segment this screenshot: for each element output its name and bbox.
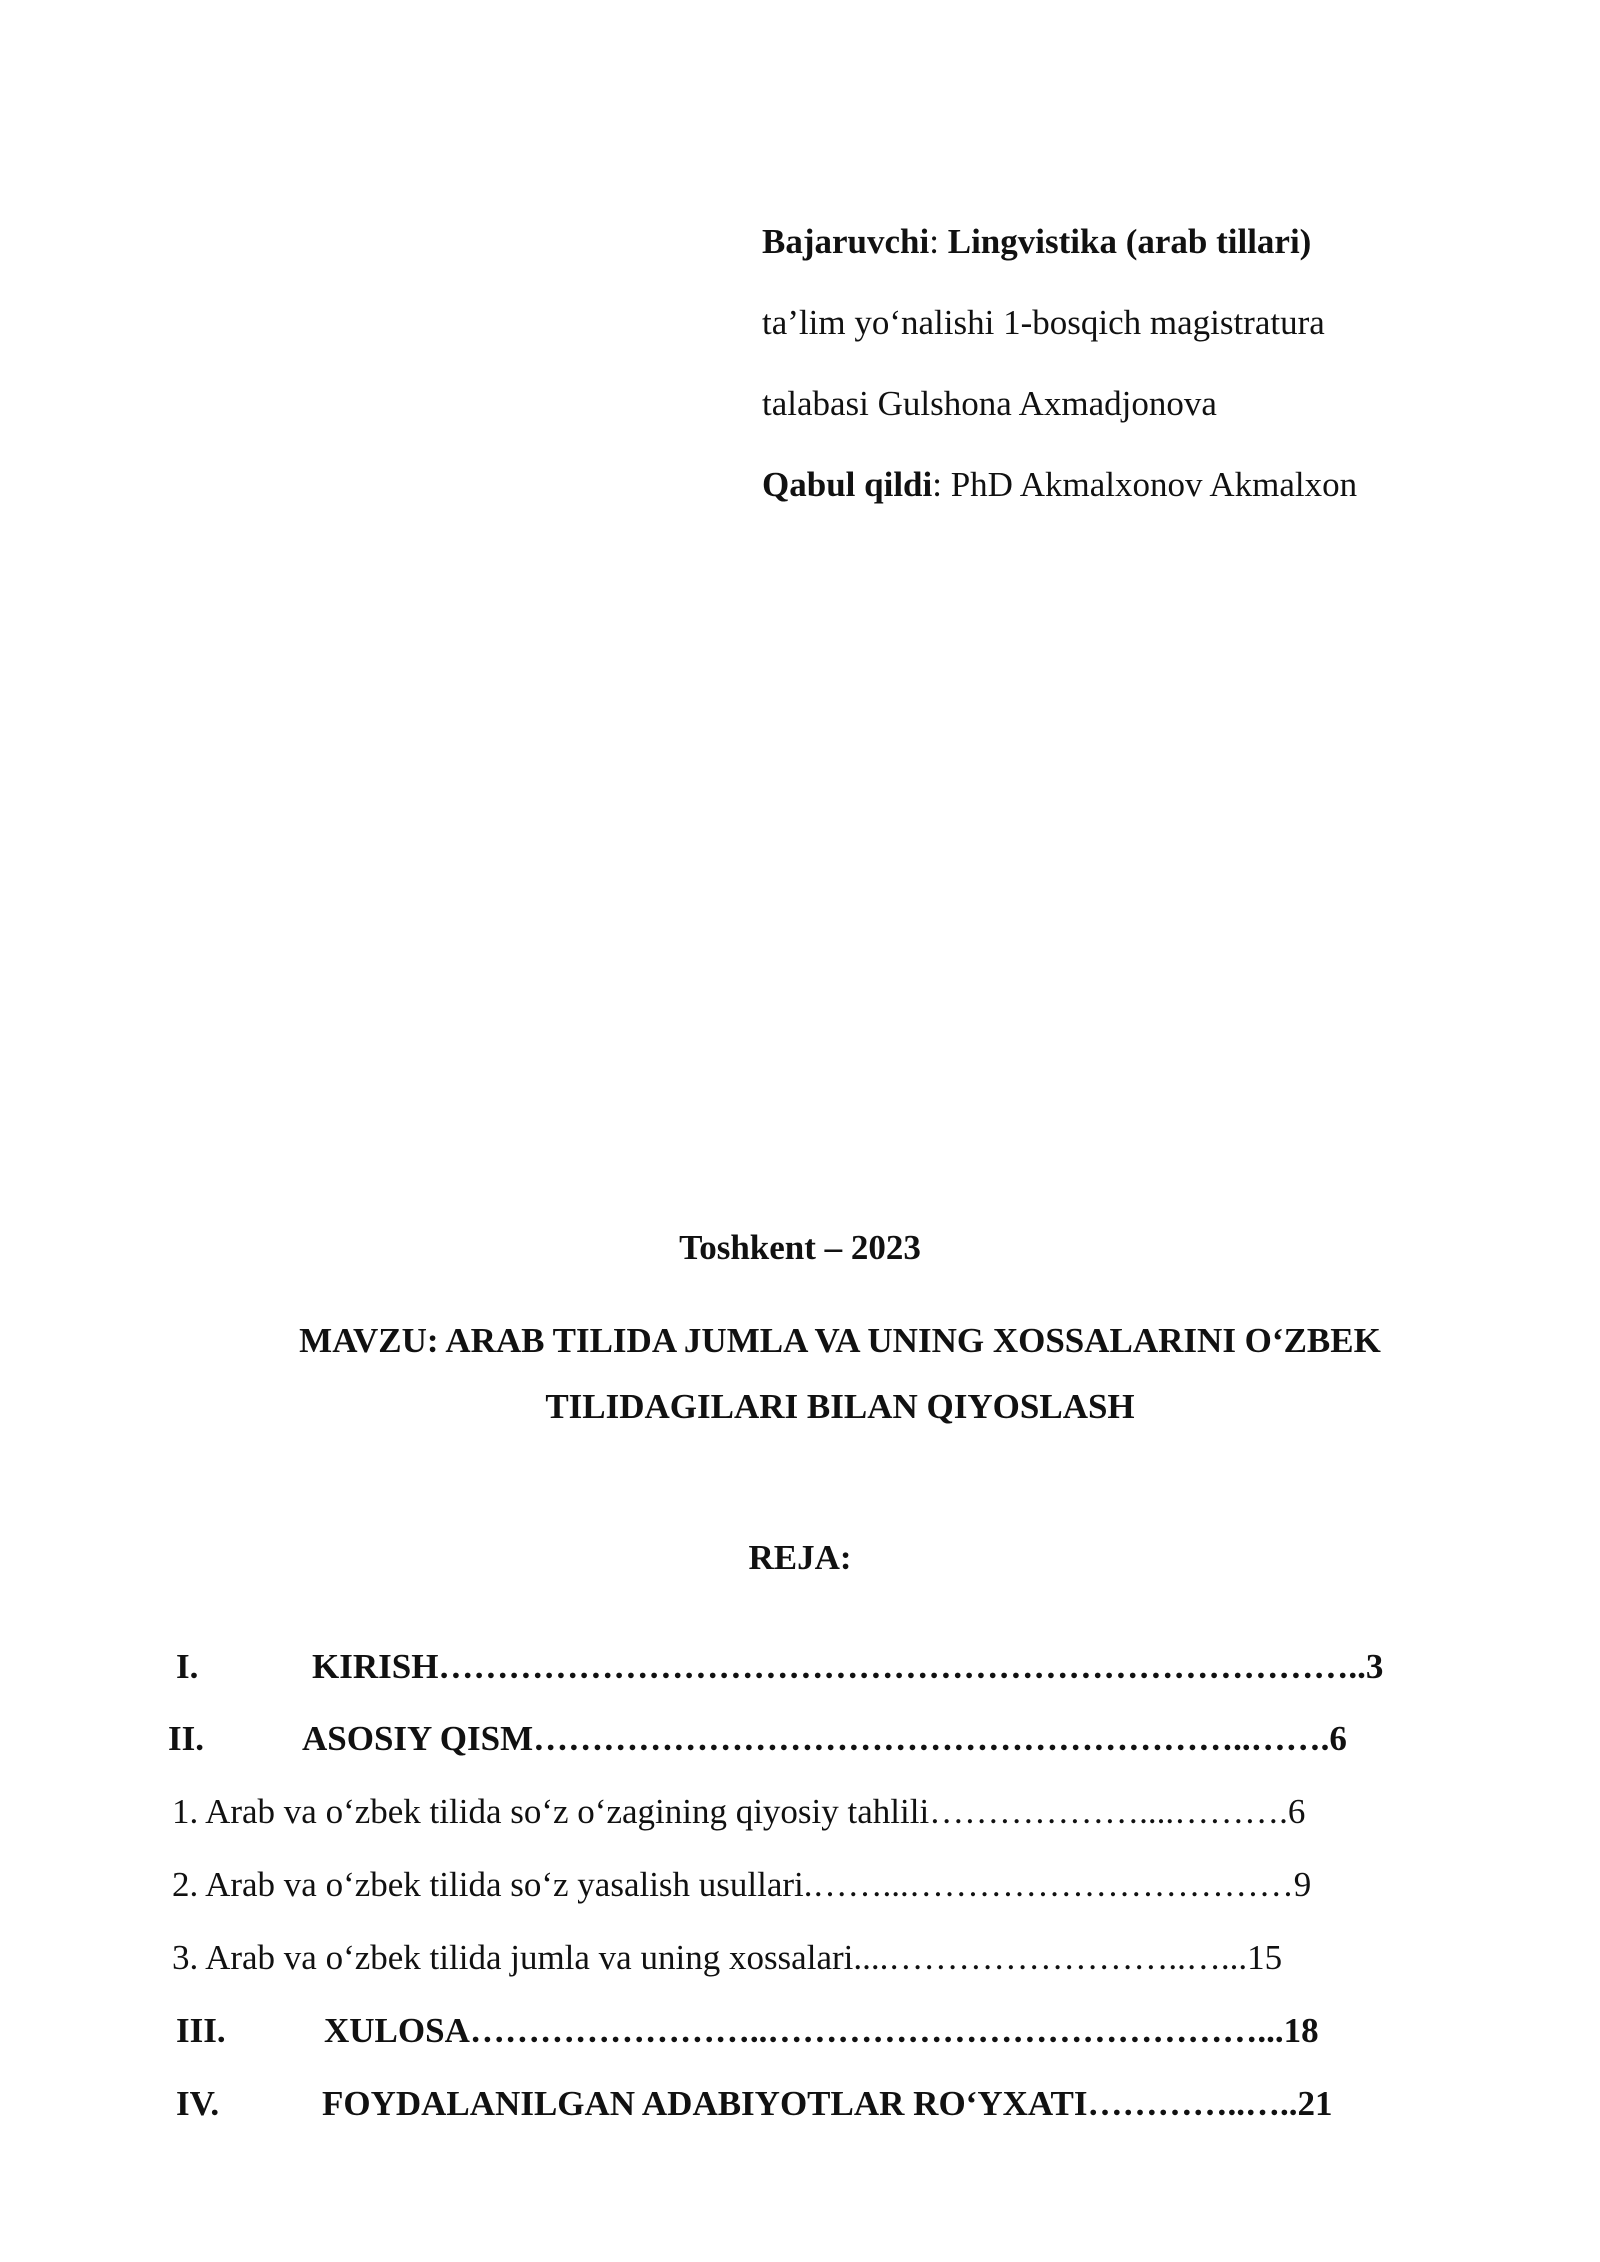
toc-row-subsection-1: [172, 1790, 1472, 1834]
toc-number: II.: [168, 1719, 204, 1758]
supervisor-name: : PhD Akmalxonov Akmalxon: [932, 465, 1358, 504]
supervisor-label: Qabul qildi: [762, 465, 933, 504]
toc-entry-text: ASOSIY QISM……………………………………………………..…….6: [302, 1719, 1347, 1758]
education-direction-line: ta’lim yo‘nalishi 1-bosqich magistratura: [762, 303, 1325, 342]
toc-entry-text: 3. Arab va o‘zbek tilida jumla va uning xossalari....……………………..…...15: [172, 1938, 1283, 1977]
toc-row-main-part: [168, 1717, 1478, 1761]
author-block: [762, 222, 1522, 546]
toc-number: I.: [176, 1647, 199, 1686]
city-year: Toshkent – 2023: [679, 1228, 921, 1267]
toc-entry-text: XULOSA……………………..……………………………………...18: [324, 2011, 1319, 2050]
toc-entry-text: KIRISH……………………………………………………………………..3: [312, 1647, 1384, 1686]
toc-entry-text: 2. Arab va o‘zbek tilida so‘z yasalish usullari.……...……………………………9: [172, 1865, 1312, 1904]
toc-row-subsection-2: [172, 1863, 1472, 1907]
performer-line: [762, 222, 1522, 262]
plan-heading: REJA:: [748, 1538, 852, 1577]
student-name-line: talabasi Gulshona Axmadjonova: [762, 384, 1217, 423]
toc-row-references: [176, 2082, 1476, 2126]
topic-title: [200, 1308, 1480, 1440]
performer-specialty: Lingvistika (arab tillari): [947, 222, 1312, 261]
supervisor-line: [762, 465, 1522, 505]
toc-number: III.: [176, 2011, 226, 2050]
topic-title-line-1: MAVZU: ARAB TILIDA JUMLA VA UNING XOSSALARINI O‘ZBEK: [299, 1321, 1381, 1360]
toc-row-conclusion: [176, 2009, 1476, 2053]
topic-title-line-2: TILIDAGILARI BILAN QIYOSLASH: [545, 1387, 1135, 1426]
performer-separator: :: [929, 222, 948, 261]
toc-row-subsection-3: [172, 1936, 1472, 1980]
toc-number: IV.: [176, 2084, 220, 2123]
toc-row-introduction: [176, 1645, 1476, 1689]
performer-label: Bajaruvchi: [762, 222, 930, 261]
toc-entry-text: 1. Arab va o‘zbek tilida so‘z o‘zagining qiyosiy tahlili………………....……….6: [172, 1792, 1306, 1831]
toc-entry-text: FOYDALANILGAN ADABIYOTLAR RO‘YXATI…………..…..21: [322, 2084, 1333, 2123]
